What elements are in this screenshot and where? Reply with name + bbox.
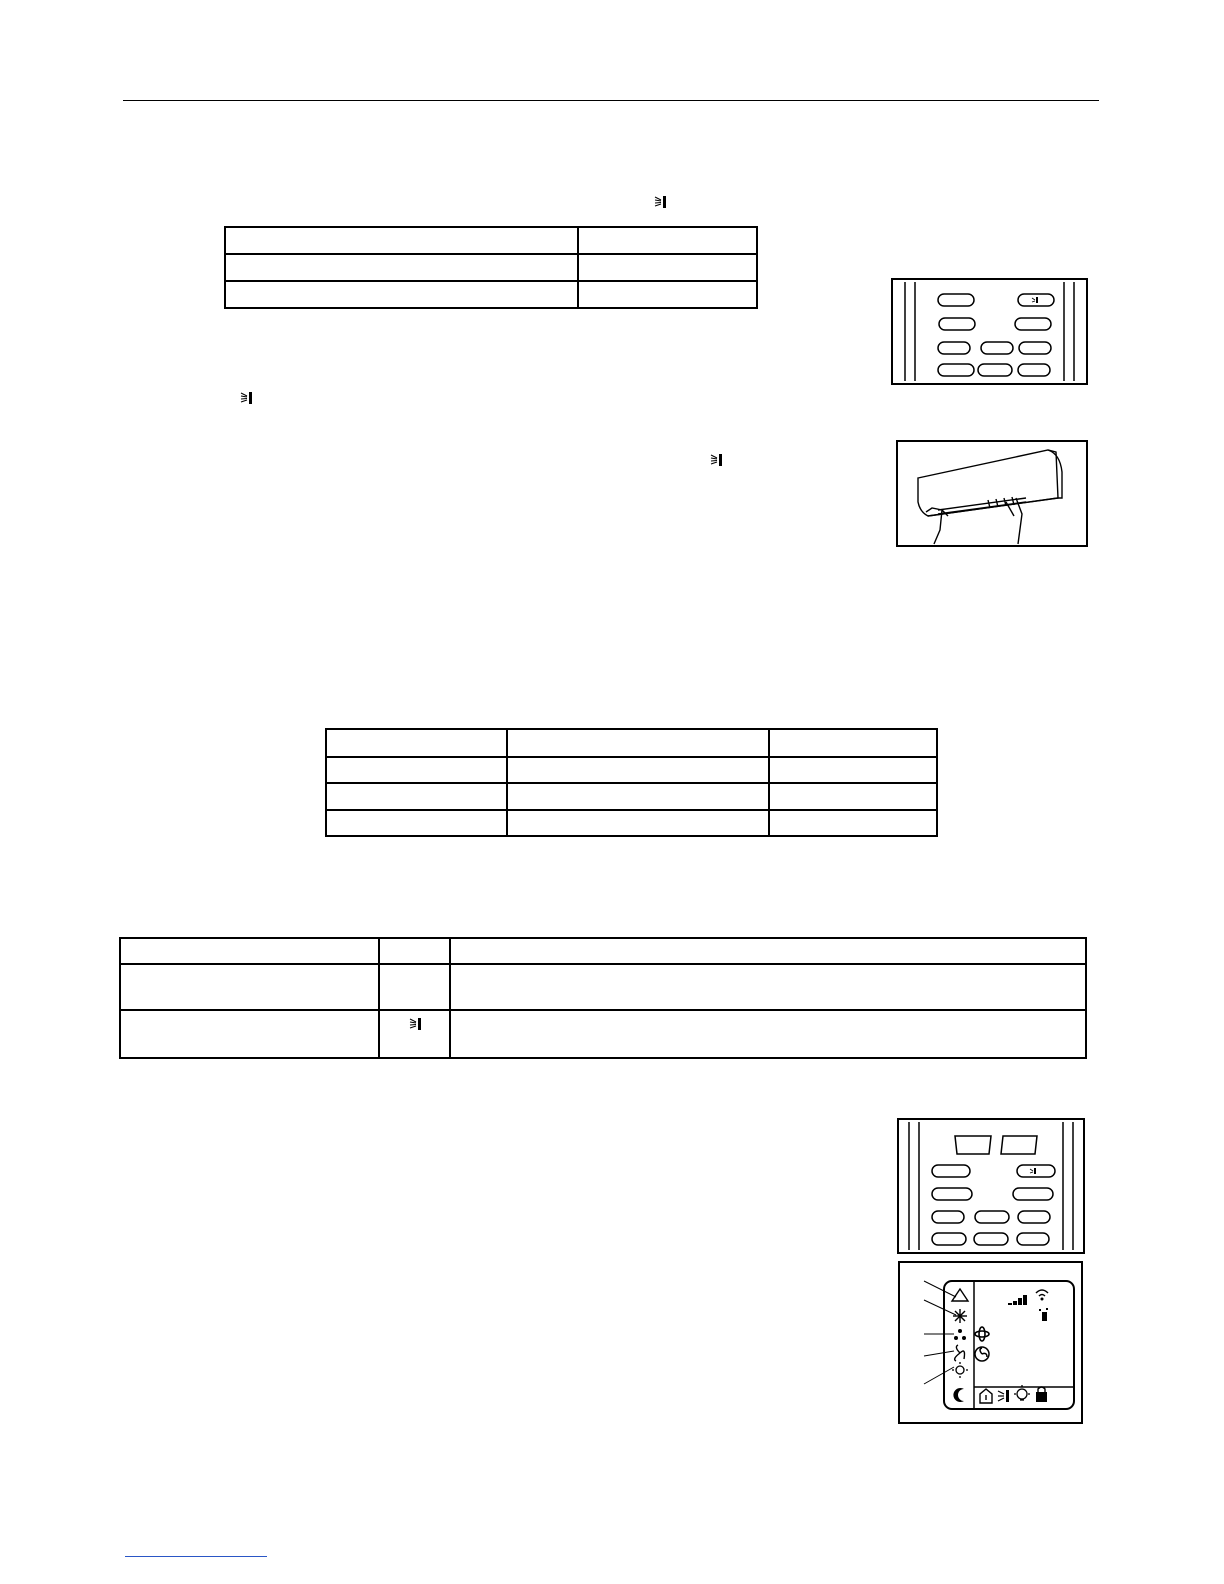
table-cell — [507, 810, 769, 836]
low-fan-icon — [975, 1327, 989, 1341]
table-cell — [225, 227, 578, 254]
table-cell — [326, 810, 507, 836]
cool-icon — [953, 1309, 967, 1323]
swing-louver-icon — [654, 195, 668, 209]
indoor-unit-figure — [896, 440, 1088, 547]
table-cell — [326, 729, 507, 757]
table-cell — [120, 1010, 379, 1058]
table-cell — [507, 729, 769, 757]
footer-link-underline[interactable] — [125, 1556, 267, 1557]
remote-control-figure-2 — [897, 1118, 1085, 1254]
high-fan-icon — [975, 1347, 989, 1361]
table-cell — [578, 227, 757, 254]
swing-louver-icon — [409, 1017, 423, 1031]
swing-louver-icon — [710, 453, 724, 467]
ifeel-icon — [980, 1389, 992, 1403]
lock-icon — [1036, 1387, 1047, 1402]
auto-icon — [952, 1289, 968, 1301]
table-cell — [507, 757, 769, 783]
display-panel-figure — [898, 1261, 1083, 1424]
table-1 — [224, 226, 758, 309]
display-panel-drawing — [900, 1263, 1081, 1422]
table-cell — [225, 254, 578, 281]
swing-icon — [998, 1390, 1009, 1402]
table-cell — [120, 964, 379, 1010]
fan-icon — [955, 1345, 965, 1361]
table-cell — [769, 810, 937, 836]
table-2 — [325, 728, 938, 837]
sleep-icon — [953, 1388, 964, 1402]
table-cell — [450, 1010, 1086, 1058]
remote-control-drawing — [899, 1120, 1083, 1252]
dry-icon — [954, 1329, 966, 1340]
table-cell — [225, 281, 578, 308]
table-cell — [326, 783, 507, 810]
table-cell — [507, 783, 769, 810]
table-cell — [120, 938, 379, 964]
table-cell — [326, 757, 507, 783]
heat-icon — [952, 1362, 968, 1378]
table-cell — [578, 254, 757, 281]
wifi-icon — [1036, 1290, 1048, 1296]
table-cell — [769, 729, 937, 757]
table-cell — [450, 964, 1086, 1010]
table-cell — [769, 783, 937, 810]
table-3 — [119, 937, 1087, 1059]
indoor-unit-drawing — [898, 442, 1086, 545]
swing-louver-icon — [240, 391, 254, 405]
fan-speed-icon — [1008, 1295, 1027, 1305]
table-cell — [379, 938, 450, 964]
table-cell — [769, 757, 937, 783]
turbo-icon — [1039, 1308, 1048, 1321]
table-cell — [379, 964, 450, 1010]
remote-control-drawing — [893, 280, 1086, 383]
remote-control-figure — [891, 278, 1088, 385]
header-rule — [123, 100, 1099, 101]
table-cell — [450, 938, 1086, 964]
table-cell — [578, 281, 757, 308]
